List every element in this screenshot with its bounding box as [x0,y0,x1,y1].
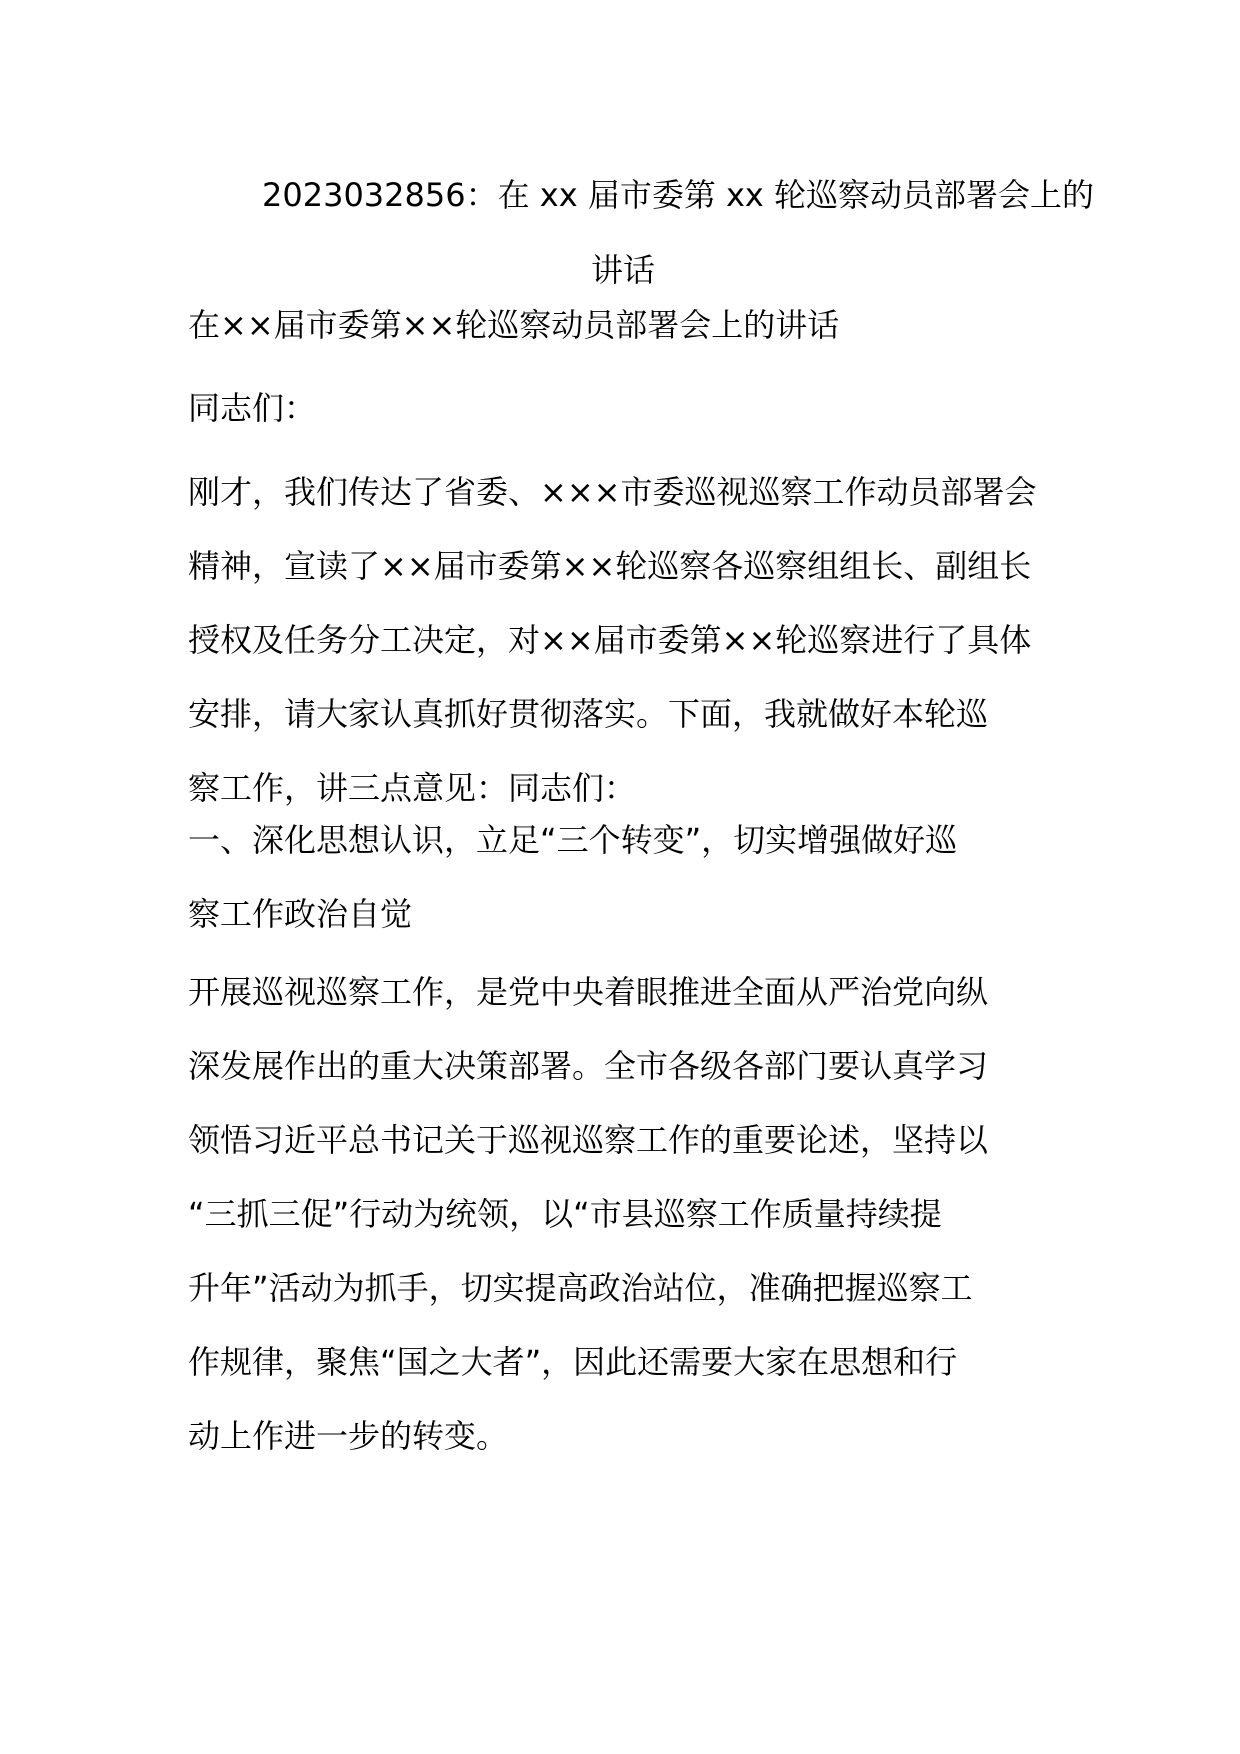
speech-subtitle: 在××届市委第××轮巡察动员部署会上的讲话 [188,306,840,344]
paragraph-2-line: 作规律，聚焦“国之大者”，因此还需要大家在思想和行 [188,1343,958,1381]
section-heading-1-line: 一、深化思想认识，立足“三个转变”，切实增强做好巡 [188,821,958,859]
document-title-line-2: 讲话 [590,251,655,289]
paragraph-2-line: 动上作进一步的转变。 [188,1417,509,1455]
paragraph-2-line: 升年”活动为抓手，切实提高政治站位，准确把握巡察工 [188,1269,973,1307]
paragraph-2-line: 开展巡视巡察工作，是党中央着眼推进全面从严治党向纵 [188,973,989,1011]
paragraph-1-line: 刚才，我们传达了省委、×××市委巡视巡察工作动员部署会 [188,473,1037,511]
document-title-line-1: 2023032856：在 xx 届市委第 xx 轮巡察动员部署会上的 [262,176,1095,214]
paragraph-2-line: 领悟习近平总书记关于巡视巡察工作的重要论述，坚持以 [188,1121,989,1159]
paragraph-2-line: 深发展作出的重大决策部署。全市各级各部门要认真学习 [188,1047,989,1085]
greeting: 同志们： [188,389,317,427]
section-heading-1 [188,803,1058,951]
paragraph-1-line: 精神，宣读了××届市委第××轮巡察各巡察组组长、副组长 [188,547,1032,585]
paragraph-1-line: 察工作，讲三点意见：同志们： [188,769,637,807]
paragraph-2 [188,955,1058,1473]
paragraph-1 [188,455,1058,825]
paragraph-1-line: 授权及任务分工决定，对××届市委第××轮巡察进行了具体 [188,621,1032,659]
paragraph-1-line: 安排，请大家认真抓好贯彻落实。下面，我就做好本轮巡 [188,695,989,733]
paragraph-2-line: “三抓三促”行动为统领，以“市县巡察工作质量持续提 [188,1195,942,1233]
section-heading-1-line: 察工作政治自觉 [188,895,413,933]
